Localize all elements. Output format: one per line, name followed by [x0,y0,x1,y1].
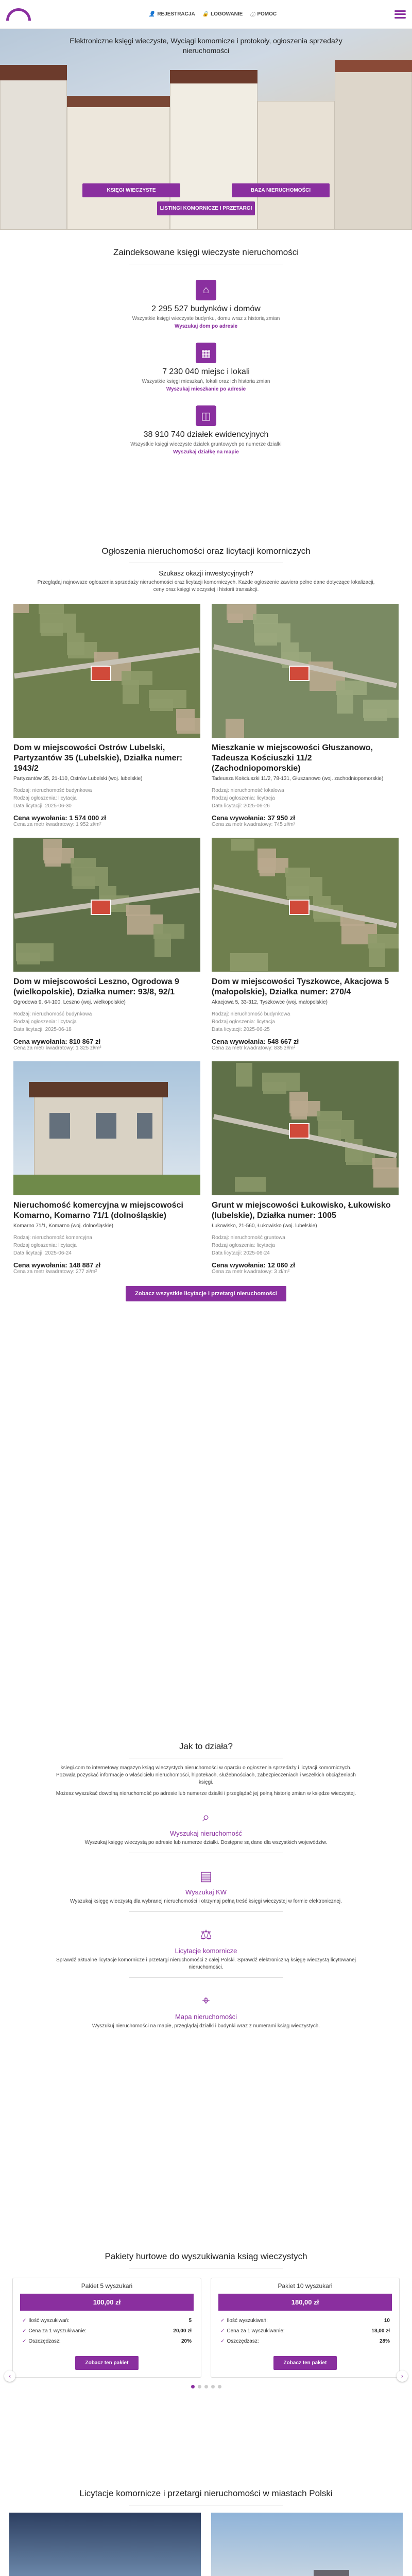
listing-title[interactable]: Dom w miejscowości Ostrów Lubelski, Partyzantów 35 (Lubelskie), Działka numer: 1943/2 [13,743,183,773]
stat-plots: ◫ 38 910 740 działek ewidencyjnych Wszystkie księgi wieczyste działek gruntowych po numerze działki Wyszukaj działkę na mapie [0,405,412,455]
listing-card[interactable] [13,838,200,1051]
carousel-dots [0,2385,412,2388]
nav-help[interactable]: ⓘ POMOC [250,11,277,18]
packages-title: Pakiety hurtowe do wyszukiwania ksiąg wieczystych [105,2251,307,2261]
listing-meta: Rodzaj ogłoszenia: licytacja [212,1243,275,1248]
listing-price: Cena wywołania: 12 060 zł [212,1261,295,1269]
carousel-dot[interactable] [191,2385,195,2388]
package-row-text: Cena za 1 wyszukiwanie: [227,2328,285,2334]
package-row-label [22,2316,70,2326]
listings-desc: Przeglądaj najnowsze ogłoszenia sprzedaży nieruchomości oraz licytacji komorniczych. Każde ogłoszenie zawiera pełne dane dotyczące lokalizacji, ceny oraz księgi wieczystej i historii transakcji. [37,580,375,592]
stat-houses: ⌂ 2 295 527 budynków i domów Wszystkie księgi wieczyste budynku, domu wraz z historią zmian Wyszukaj dom po adresie [0,280,412,329]
how-step-title[interactable]: Wyszukaj nieruchomość [169,1829,243,1837]
carousel-dot[interactable] [204,2385,208,2388]
package-row-text: Oszczędzasz: [28,2338,61,2344]
package-row-value: 18,00 zł [371,2328,390,2334]
search-icon: ⌕ [202,1809,210,1824]
listing-meta: Rodzaj ogłoszenia: licytacja [13,795,77,801]
stats-title: Zaindeksowane księgi wieczyste nieruchomości [113,247,299,257]
package-price: 100,00 zł [20,2294,194,2311]
listing-price-per-m2: Cena za metr kwadratowy: 1 952 zł/m² [13,822,101,827]
package-head: Pakiet 5 wyszukań [81,2282,133,2290]
listing-meta: Rodzaj ogłoszenia: licytacja [13,1019,77,1025]
packages-section [0,2251,412,2388]
city-card[interactable] [211,2513,403,2576]
nav-login[interactable]: 🔒 LOGOWANIE [202,11,243,17]
land-registry-button[interactable]: KSIĘGI WIECZYSTE [82,183,180,197]
auction-listings-button[interactable]: LISTINGI KOMORNICZE I PRZETARGI [157,201,255,215]
package-row-label [220,2336,259,2347]
listing-price-per-m2: Cena za metr kwadratowy: 3 zł/m² [212,1269,290,1275]
package-row-value: 20% [181,2338,192,2344]
all-auctions-button[interactable]: Zobacz wszystkie licytacje i przetargi nieruchomości [126,1286,286,1301]
listing-price: Cena wywołania: 37 950 zł [212,814,295,822]
nav-register[interactable]: 👤 REJESTRACJA [148,11,195,17]
package-row-item [220,2316,390,2326]
listing-price-per-m2: Cena za metr kwadratowy: 1 325 zł/m² [13,1045,101,1051]
listing-address: Łukowisko, 21-560, Łukowisko (woj. lubelskie) [212,1223,317,1229]
package-head: Pakiet 10 wyszukań [278,2282,333,2290]
listing-photo[interactable] [13,604,200,738]
package-order-button[interactable]: Zobacz ten pakiet [273,2356,337,2370]
prev-arrow-icon[interactable]: ‹ [4,2370,15,2382]
hero-text: Elektroniczne księgi wieczyste, Wyciągi komornicze i protokoły, ogłoszenia sprzedaży nieruchomości [70,37,342,55]
user-icon: 👤 [148,11,156,17]
how-step-title[interactable]: Licytacje komornicze [175,1947,237,1955]
package-row-label [220,2326,285,2336]
listing-photo[interactable] [212,838,399,972]
building-icon: ▦ [196,343,216,363]
listing-meta: Rodzaj: nieruchomość gruntowa [212,1235,285,1241]
search-house-link[interactable]: Wyszukaj dom po adresie [174,324,238,329]
lock-icon: 🔒 [202,11,209,17]
package-row-item [220,2326,390,2336]
listings-title: Ogłoszenia nieruchomości oraz licytacji komorniczych [101,546,311,556]
map-icon: ⌖ [202,1992,210,2008]
listing-photo[interactable] [13,1061,200,1195]
listing-price: Cena wywołania: 548 667 zł [212,1038,299,1045]
next-arrow-icon[interactable]: › [397,2370,408,2382]
city-card[interactable] [9,2513,201,2576]
listing-meta: Rodzaj: nieruchomość budynkowa [13,1011,92,1017]
package-row-value: 28% [379,2338,390,2344]
stat-apartments: ▦ 7 230 040 miejsc i lokali Wszystkie księgi mieszkań, lokali oraz ich historia zmian Wyszukaj mieszkanie po adresie [0,343,412,392]
listing-title[interactable]: Grunt w miejscowości Łukowisko, Łukowisko (lubelskie), Działka numer: 1005 [212,1201,391,1220]
listing-meta: Rodzaj: nieruchomość komercyjna [13,1235,92,1241]
listing-meta: Rodzaj: nieruchomość budynkowa [212,1011,290,1017]
top-bar [0,0,412,29]
how-step-desc: Sprawdź aktualne licytacje komornicze i przetargi nieruchomości z całej Polski. Sprawdź elektroniczną księgę wieczystą licytowanej nieruchomości. [56,1957,356,1970]
listings-subtitle: Szukasz okazji inwestycyjnych? [159,569,253,577]
property-database-button[interactable]: BAZA NIERUCHOMOŚCI [232,183,330,197]
how-step-desc: Wyszukaj księgę wieczystą dla wybranej nieruchomości i otrzymaj pełną treść księgi wieczystej w formie elektronicznej. [70,1899,342,1904]
package-row-value: 5 [188,2318,192,2324]
check-icon: ✓ [220,2328,225,2334]
package-row-value: 20,00 zł [173,2328,192,2334]
listing-address: Ogrodowa 9, 64-100, Leszno (woj. wielkopolskie) [13,999,126,1005]
carousel-dot[interactable] [198,2385,201,2388]
how-step [0,1867,412,1912]
listing-address: Komarno 71/1, Komarno (woj. dolnośląskie) [13,1223,113,1229]
plot-icon: ◫ [196,405,216,426]
package-row-text: Ilość wyszukiwań: [227,2318,268,2324]
listing-price-per-m2: Cena za metr kwadratowy: 835 zł/m² [212,1045,296,1051]
listing-meta: Data licytacji: 2025-06-18 [13,1027,72,1032]
check-icon: ✓ [220,2338,225,2344]
hero [0,29,412,230]
listing-address: Partyzantów 35, 21-110, Ostrów Lubelski (woj. lubelskie) [13,776,143,782]
package-row-item [220,2336,390,2347]
package-order-button[interactable]: Zobacz ten pakiet [75,2356,139,2370]
listing-title[interactable]: Dom w miejscowości Leszno, Ogrodowa 9 (wielkopolskie), Działka numer: 93/8, 92/1 [13,977,179,996]
search-apartment-link[interactable]: Wyszukaj mieszkanie po adresie [166,386,246,392]
listing-card[interactable] [13,1061,200,1275]
package-row-item [22,2316,192,2326]
package-row-item [22,2336,192,2347]
info-icon: ⓘ [250,12,255,18]
cities-title: Licytacje komornicze i przetargi nieruchomości w miastach Polski [79,2488,333,2498]
listings-section [0,546,412,1301]
listing-meta: Rodzaj: nieruchomość budynkowa [13,788,92,793]
how-title: Jak to działa? [179,1741,233,1751]
listing-title[interactable]: Mieszkanie w miejscowości Głuszanowo, Tadeusza Kościuszki 11/2 (Zachodniopomorskie) [212,743,373,773]
check-icon: ✓ [220,2318,225,2324]
how-step-desc: Wyszukuj nieruchomości na mapie, przeglądaj działki i budynki wraz z numerami ksiąg wieczystych. [92,2023,320,2029]
package-card [211,2278,400,2378]
how-step [0,1808,412,1853]
hero-buttons [0,183,412,215]
package-row [12,2278,400,2378]
listing-price-per-m2: Cena za metr kwadratowy: 745 zł/m² [212,822,296,827]
listing-address: Akacjowa 5, 33-312, Tyszkowce (woj. małopolskie) [212,999,328,1005]
listing-price: Cena wywołania: 1 574 000 zł [13,814,106,822]
package-row-text: Ilość wyszukiwań: [28,2318,70,2324]
how-step-title[interactable]: Wyszukaj KW [185,1888,227,1896]
listing-meta: Rodzaj ogłoszenia: licytacja [212,1019,275,1025]
listing-card[interactable] [212,604,399,827]
package-row-value: 10 [384,2318,390,2324]
listing-photo[interactable] [212,604,399,738]
carousel-dot[interactable] [218,2385,221,2388]
house-icon: ⌂ [196,280,216,300]
listing-price-per-m2: Cena za metr kwadratowy: 277 zł/m² [13,1269,97,1275]
city-grid [0,2513,412,2576]
package-card [12,2278,201,2378]
listing-card[interactable] [212,838,399,1051]
package-row-label [22,2336,61,2347]
package-row-text: Oszczędzasz: [227,2338,259,2344]
listing-meta: Rodzaj: nieruchomość lokalowa [212,788,284,793]
how-section [0,1741,412,2043]
stats-section [0,247,412,468]
how-step-desc: Wyszukaj księgę wieczystą po adresie lub numerze działki. Dostępne są dane dla wszystkich województw. [84,1840,328,1845]
how-steps [0,1808,412,2030]
listing-photo[interactable] [13,838,200,972]
listing-title[interactable]: Dom w miejscowości Tyszkowce, Akacjowa 5 (małopolskie), Działka numer: 270/4 [212,977,389,996]
listing-meta: Data licytacji: 2025-06-24 [212,1250,270,1256]
package-row-label [220,2316,268,2326]
listing-photo[interactable] [212,1061,399,1195]
listing-meta: Data licytacji: 2025-06-26 [212,803,270,809]
listing-meta: Rodzaj ogłoszenia: licytacja [13,1243,77,1248]
logo[interactable] [6,7,31,22]
check-icon: ✓ [22,2328,27,2334]
how-intro: ksiegi.com to internetowy magazyn ksiąg wieczystych nieruchomości w oparciu o ogłoszenia sprzedaży i licytacji komorniczych. Pozwala pozyskać informacje o właścicielu nieruchomości, hipotekach, służebnościach, zabezpieczeniach i wszelkich obciążeniach księgi. [56,1765,356,1785]
carousel-dot[interactable] [211,2385,215,2388]
check-icon: ✓ [22,2338,27,2344]
package-row-label [22,2326,87,2336]
how-step [0,1925,412,1978]
listing-meta: Data licytacji: 2025-06-24 [13,1250,72,1256]
listing-meta: Data licytacji: 2025-06-30 [13,803,72,809]
top-nav [149,10,277,18]
gavel-icon: ⚖ [200,1926,212,1942]
listing-address: Tadeusza Kościuszki 11/2, 78-131, Głuszanowo (woj. zachodniopomorskie) [212,776,384,782]
how-step [0,1991,412,2030]
how-step-title[interactable]: Mapa nieruchomości [175,2013,237,2021]
package-price: 180,00 zł [218,2294,392,2311]
search-plot-link[interactable]: Wyszukaj działkę na mapie [173,449,239,455]
cities-section [0,2488,412,2576]
listing-price: Cena wywołania: 810 867 zł [13,1038,101,1045]
listing-meta: Data licytacji: 2025-06-25 [212,1027,270,1032]
how-intro-2: Możesz wyszukać dowolną nieruchomość po adresie lub numerze działki i przeglądać jej pełną historię zmian w księdze wieczystej. [56,1791,356,1797]
listing-meta: Rodzaj ogłoszenia: licytacja [212,795,275,801]
package-row-item [22,2326,192,2336]
package-row-text: Cena za 1 wyszukiwanie: [28,2328,87,2334]
check-icon: ✓ [22,2318,27,2324]
book-icon: ▤ [199,1868,213,1884]
listing-card[interactable] [13,604,200,827]
listing-card[interactable] [212,1061,399,1275]
listing-grid [0,604,412,1275]
listing-price: Cena wywołania: 148 887 zł [13,1261,101,1269]
listing-title[interactable]: Nieruchomość komercyjna w miejscowości Komarno, Komarno 71/1 (dolnośląskie) [13,1201,183,1220]
hamburger-menu-icon[interactable] [394,10,406,19]
